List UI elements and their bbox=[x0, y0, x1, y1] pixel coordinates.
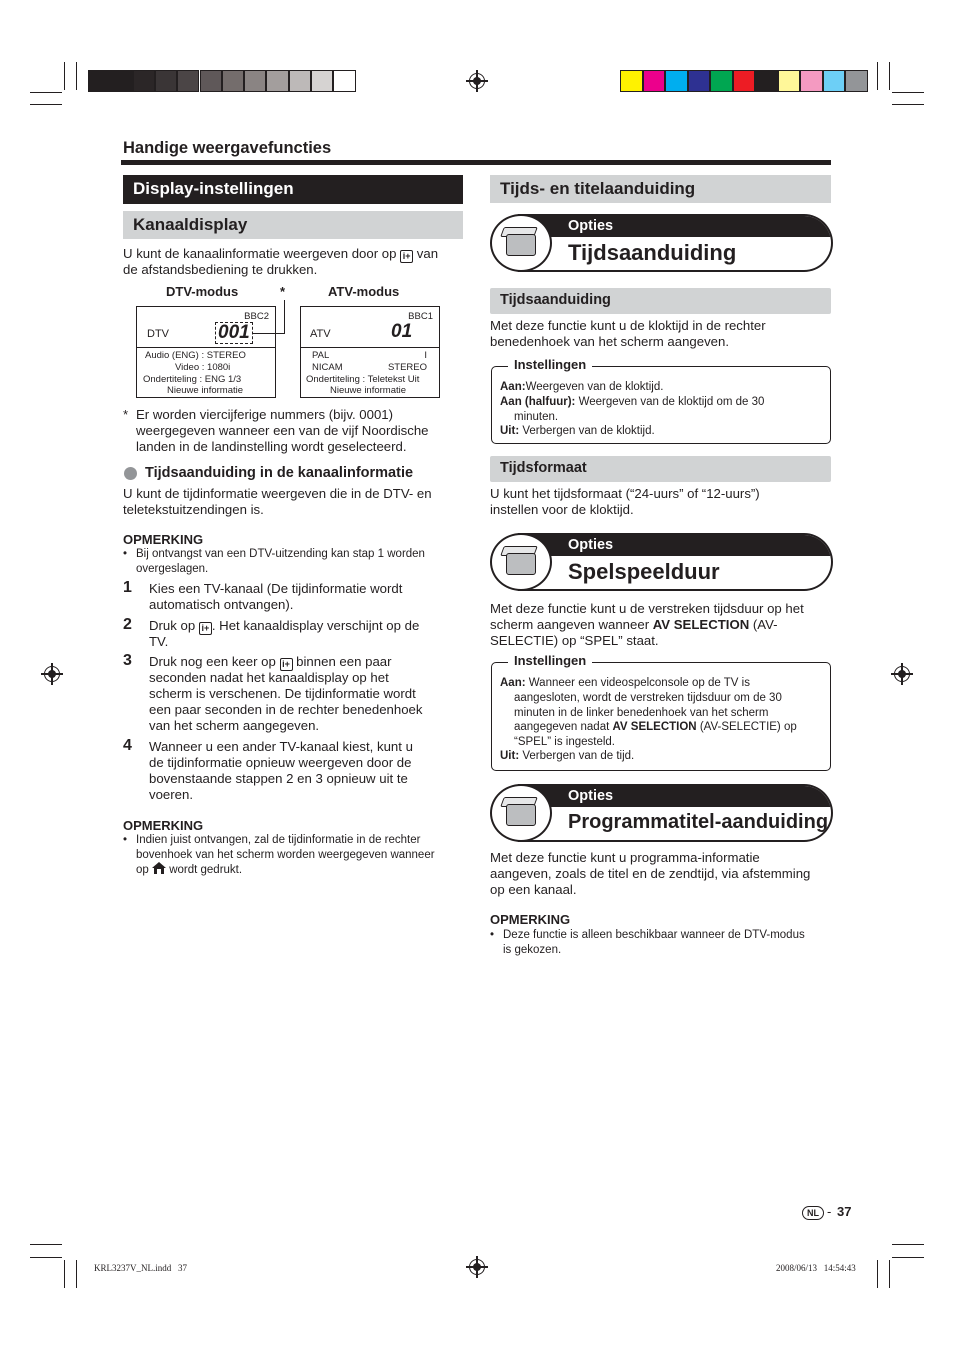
sound-info-value: STEREO bbox=[387, 362, 427, 373]
process-color-swatch bbox=[800, 70, 823, 92]
grayscale-swatch bbox=[155, 70, 177, 92]
setting-off: Uit: Verbergen van de tijd. bbox=[500, 750, 635, 762]
setting-on-cont: aangegeven nadat AV SELECTION (AV-SELECTIE) op bbox=[514, 721, 797, 733]
setting-on-cont: minuten in de linker benedenhoek van het scherm bbox=[514, 707, 769, 719]
body-text-line: Met deze functie kunt u de kloktijd in de rechter bbox=[490, 318, 766, 333]
crop-mark bbox=[877, 1260, 878, 1288]
registration-mark-icon bbox=[894, 666, 910, 682]
footnote-line: landen in de landinstelling wordt geselecteerd. bbox=[136, 439, 407, 454]
body-text-line: Met deze functie kunt u programma-informatie bbox=[490, 850, 760, 865]
settings-box bbox=[491, 357, 831, 444]
body-text-line: U kunt het tijdsformaat (“24-uurs” of “12-uurs”) bbox=[490, 486, 760, 501]
note-heading: OPMERKING bbox=[123, 818, 204, 833]
registration-mark-icon bbox=[469, 73, 485, 89]
options-label: Opties bbox=[518, 535, 831, 556]
option-name: Tijdsaanduiding bbox=[568, 240, 737, 265]
crop-mark bbox=[30, 1257, 62, 1258]
clock-subtitle: Tijdsaanduiding bbox=[490, 288, 831, 314]
process-color-swatch bbox=[665, 70, 688, 92]
system-info-value: I bbox=[424, 350, 427, 361]
crop-mark bbox=[76, 62, 77, 90]
mode-label: DTV bbox=[147, 328, 169, 340]
home-key-icon bbox=[152, 862, 166, 874]
option-pill bbox=[518, 533, 833, 591]
step-number: 2 bbox=[123, 616, 132, 633]
grayscale-swatch bbox=[222, 70, 244, 92]
step-text: bovenstaande stappen 2 en 3 opnieuw uit te bbox=[149, 771, 408, 786]
grayscale-swatch bbox=[200, 70, 222, 92]
page-number-dash: - bbox=[827, 1204, 832, 1219]
crop-mark bbox=[892, 104, 924, 105]
body-text-line: U kunt de tijdinformatie weergeven die in de DTV- en bbox=[123, 486, 432, 501]
system-info: PAL bbox=[312, 350, 330, 361]
process-color-swatch bbox=[845, 70, 868, 92]
note-bullet: • bbox=[490, 929, 495, 941]
new-info: Nieuwe informatie bbox=[167, 385, 244, 396]
body-text-line: Met deze functie kunt u de verstreken tijdsduur op het bbox=[490, 601, 804, 616]
step-number: 3 bbox=[123, 652, 132, 669]
settings-box bbox=[491, 653, 831, 771]
body-text-line: teletekstuitzendingen is. bbox=[123, 502, 264, 517]
settings-box-title: Instellingen bbox=[508, 357, 592, 372]
setting-on: Aan: Wanneer een videospelconsole op de TV is bbox=[500, 677, 750, 689]
channel-number: 001 bbox=[215, 322, 253, 344]
option-pill bbox=[518, 784, 833, 842]
step-text: van het scherm aangegeven. bbox=[149, 718, 320, 733]
screen-divider bbox=[137, 347, 275, 348]
options-toolbox-icon bbox=[490, 784, 552, 842]
step-text: Wanneer u een ander TV-kanaal kiest, kunt u bbox=[149, 739, 413, 754]
body-text-line: scherm aangeven wanneer AV SELECTION (AV- bbox=[490, 617, 778, 632]
channel-display-title: Kanaaldisplay bbox=[123, 211, 463, 239]
process-color-swatch bbox=[755, 70, 778, 92]
crop-mark bbox=[64, 62, 65, 90]
info-key-icon: i+ bbox=[400, 250, 413, 263]
process-color-swatch bbox=[688, 70, 711, 92]
crop-mark bbox=[892, 1244, 924, 1245]
option-banner-game-time bbox=[490, 533, 833, 591]
options-toolbox-icon bbox=[490, 533, 552, 591]
note-heading: OPMERKING bbox=[123, 532, 204, 547]
step-number: 4 bbox=[123, 737, 132, 754]
crop-mark bbox=[64, 1260, 65, 1288]
video-info: Video : 1080i bbox=[175, 362, 231, 373]
display-settings-title: Display-instellingen bbox=[123, 175, 463, 204]
channel-name: BBC2 bbox=[244, 311, 269, 322]
process-color-swatch bbox=[710, 70, 733, 92]
page-number: 37 bbox=[837, 1204, 852, 1219]
body-text-line: op een kanaal. bbox=[490, 882, 577, 897]
footnote-mark: * bbox=[123, 407, 129, 422]
sound-info: NICAM bbox=[312, 362, 343, 373]
process-color-swatch bbox=[733, 70, 756, 92]
grayscale-swatch bbox=[289, 70, 311, 92]
step-text: Kies een TV-kanaal (De tijdinformatie wordt bbox=[149, 581, 403, 596]
subtitle-info: Ondertiteling : Teletekst Uit bbox=[306, 374, 420, 385]
process-color-swatch bbox=[620, 70, 643, 92]
time-in-channel-info-title: Tijdsaanduiding in de kanaalinformatie bbox=[145, 465, 414, 481]
language-badge: NL bbox=[802, 1206, 824, 1220]
subtitle-info: Ondertiteling : ENG 1/3 bbox=[143, 374, 242, 385]
footnote-line: Er worden viercijferige nummers (bijv. 0001) bbox=[136, 407, 394, 422]
body-text-line: benedenhoek van het scherm aangeven. bbox=[490, 334, 730, 349]
grayscale-swatch bbox=[244, 70, 266, 92]
crop-mark bbox=[892, 92, 924, 93]
section-header: Handige weergavefuncties bbox=[123, 139, 332, 157]
body-text-line: aangeven, zoals de titel en de zendtijd, via afstemming bbox=[490, 866, 811, 881]
grayscale-swatch bbox=[110, 70, 132, 92]
intro-text-line: U kunt de kanaalinformatie weergeven door op i+ van bbox=[123, 246, 439, 261]
note-line: is gekozen. bbox=[503, 944, 562, 956]
info-key-icon: i+ bbox=[199, 622, 212, 635]
time-format-subtitle: Tijdsformaat bbox=[490, 456, 831, 482]
channel-number: 01 bbox=[391, 321, 413, 342]
audio-info: Audio (ENG) : STEREO bbox=[145, 350, 246, 361]
print-timestamp: 2008/06/13 14:54:43 bbox=[776, 1263, 856, 1273]
note-line: overgeslagen. bbox=[136, 563, 209, 575]
header-rule bbox=[121, 160, 831, 165]
setting-on-cont: “SPEL” is ingesteld. bbox=[514, 736, 615, 748]
note-line: Deze functie is alleen beschikbaar wanneer de DTV-modus bbox=[503, 929, 805, 941]
step-text: TV. bbox=[149, 634, 169, 649]
note-bullet: • bbox=[123, 548, 128, 560]
crop-mark bbox=[889, 62, 890, 90]
registration-mark-icon bbox=[469, 1259, 485, 1275]
atv-screen-illustration bbox=[300, 306, 440, 398]
process-color-swatch bbox=[778, 70, 801, 92]
grayscale-swatch bbox=[311, 70, 333, 92]
file-slug: KRL3237V_NL.indd 37 bbox=[94, 1263, 187, 1273]
dtv-screen-illustration bbox=[136, 306, 276, 398]
crop-mark bbox=[76, 1260, 77, 1288]
grayscale-swatch bbox=[133, 70, 155, 92]
registration-mark-icon bbox=[44, 666, 60, 682]
channel-name: BBC1 bbox=[408, 311, 433, 322]
options-label: Opties bbox=[518, 216, 831, 237]
setting-on-cont: aangesloten, wordt de verstreken tijdsduur om de 30 bbox=[514, 692, 782, 704]
step-text: de tijdinformatie opnieuw weergeven door de bbox=[149, 755, 412, 770]
crop-mark bbox=[892, 1257, 924, 1258]
dtv-mode-label: DTV-modus bbox=[166, 284, 239, 299]
grayscale-swatch bbox=[177, 70, 199, 92]
step-text: voeren. bbox=[149, 787, 193, 802]
option-pill bbox=[518, 214, 833, 272]
screen-divider bbox=[301, 347, 439, 348]
setting-half-hour: Aan (halfuur): Weergeven van de kloktijd om de 30 bbox=[500, 396, 765, 408]
crop-mark bbox=[30, 1244, 62, 1245]
atv-mode-label: ATV-modus bbox=[328, 284, 400, 299]
time-title-display-title: Tijds- en titelaanduiding bbox=[490, 175, 831, 203]
grayscale-swatch bbox=[88, 70, 110, 92]
asterisk-mark: * bbox=[280, 284, 286, 299]
crop-mark bbox=[889, 1260, 890, 1288]
setting-on: Aan:Weergeven van de kloktijd. bbox=[500, 381, 664, 393]
options-label: Opties bbox=[518, 786, 831, 807]
crop-mark bbox=[877, 62, 878, 90]
note-bullet: • bbox=[123, 834, 128, 846]
note-line: op wordt gedrukt. bbox=[136, 864, 243, 876]
process-color-swatch bbox=[823, 70, 846, 92]
bullet-circle-icon bbox=[124, 467, 137, 480]
footnote-line: weergegeven wanneer een van de vijf Noordische bbox=[136, 423, 429, 438]
step-number: 1 bbox=[123, 579, 132, 596]
step-text: een paar seconden in de rechter benedenhoek bbox=[149, 702, 423, 717]
step-text: scherm is verschenen. De tijdinformatie wordt bbox=[149, 686, 416, 701]
crop-mark bbox=[30, 92, 62, 93]
step-text: automatisch ontvangen). bbox=[149, 597, 294, 612]
options-toolbox-icon bbox=[490, 214, 552, 272]
note-line: Indien juist ontvangen, zal de tijdinformatie in de rechter bbox=[136, 834, 421, 846]
note-line: bovenhoek van het scherm worden weergegeven wanneer bbox=[136, 849, 435, 861]
new-info: Nieuwe informatie bbox=[330, 385, 407, 396]
step-text: Druk nog een keer op i+ binnen een paar bbox=[149, 654, 392, 669]
step-text: seconden nadat het kanaaldisplay op het bbox=[149, 670, 389, 685]
settings-box-title: Instellingen bbox=[508, 653, 592, 668]
grayscale-swatch bbox=[333, 70, 355, 92]
note-line: Bij ontvangst van een DTV-uitzending kan stap 1 worden bbox=[136, 548, 425, 560]
asterisk-leader-line bbox=[284, 300, 285, 334]
option-banner-clock bbox=[490, 214, 833, 272]
body-text-line: SELECTIE) op “SPEL” staat. bbox=[490, 633, 659, 648]
option-name: Programmatitel-aanduiding bbox=[568, 811, 829, 833]
intro-text-line: de afstandsbediening te drukken. bbox=[123, 262, 318, 277]
grayscale-swatch bbox=[266, 70, 288, 92]
option-banner-program-title bbox=[490, 784, 833, 842]
step-text: Druk op i+ . Het kanaaldisplay verschijnt op de bbox=[149, 618, 420, 633]
setting-off: Uit: Verbergen van de kloktijd. bbox=[500, 425, 655, 437]
note-heading: OPMERKING bbox=[490, 912, 571, 927]
info-key-icon: i+ bbox=[280, 658, 293, 671]
mode-label: ATV bbox=[310, 328, 331, 340]
setting-half-hour-cont: minuten. bbox=[514, 411, 559, 423]
process-color-swatch bbox=[643, 70, 666, 92]
body-text-line: instellen voor de kloktijd. bbox=[490, 502, 634, 517]
crop-mark bbox=[30, 104, 62, 105]
option-name: Spelspeelduur bbox=[568, 559, 720, 584]
